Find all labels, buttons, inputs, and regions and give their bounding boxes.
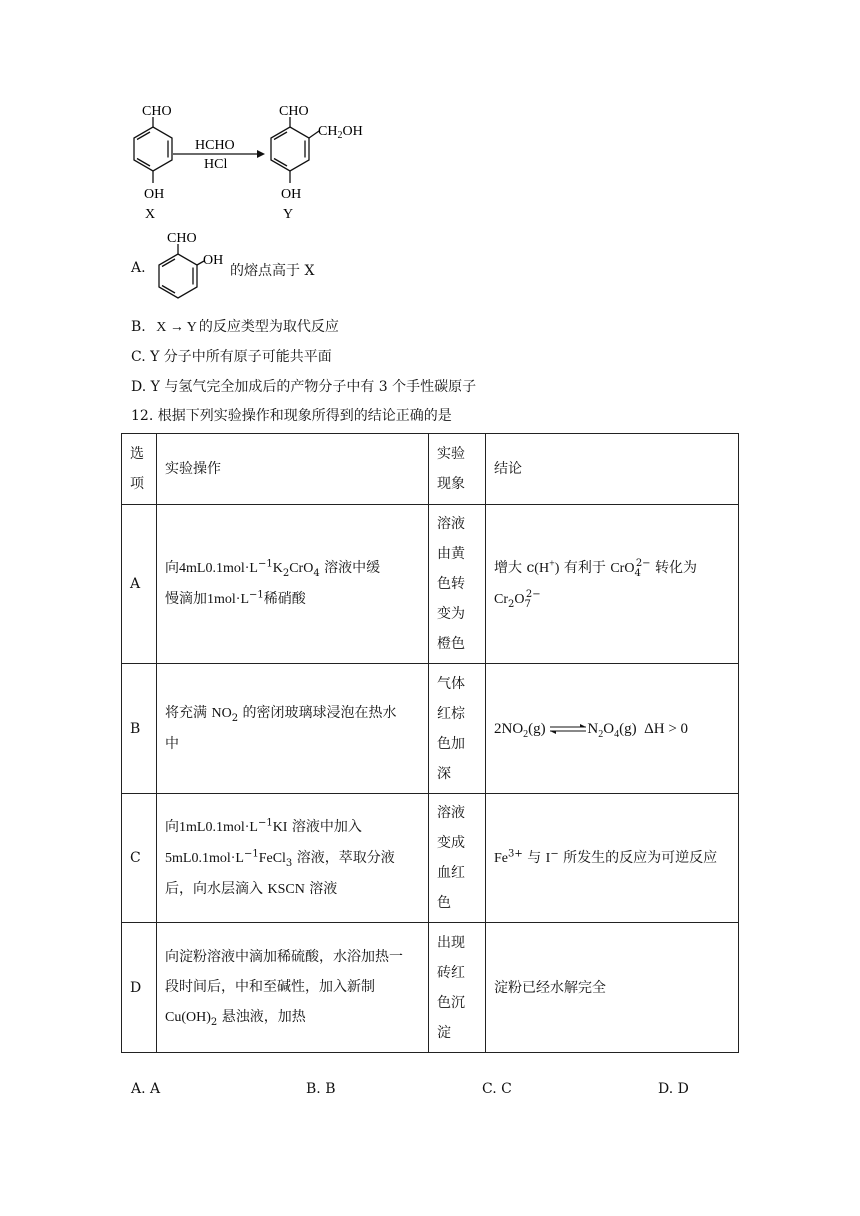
y-label: Y [283, 207, 294, 222]
row-phenomenon: 溶液由黄色转变为橙色 [429, 505, 486, 664]
reaction-scheme [125, 95, 385, 225]
y-ch2oh-label: $CH_2OH$ [318, 124, 363, 141]
row-phenomenon: 气体红棕色加深 [429, 664, 486, 794]
option-a-cho: CHO [167, 231, 197, 246]
header-operation: 实验操作 [157, 434, 429, 505]
row-operation: 向淀粉溶液中滴加稀硫酸，水浴加热一 段时间后，中和至碱性，加入新制 $Cu(OH)_2$ 悬浊液，加热 [157, 923, 429, 1053]
row-label: A [122, 505, 157, 664]
table-row [122, 794, 739, 923]
row-label: D [122, 923, 157, 1053]
option-a-prefix: A. [131, 260, 146, 276]
option-a-oh: OH [203, 253, 224, 268]
x-cho-label: CHO [142, 104, 172, 119]
question-12: 12. 根据下列实验操作和现象所得到的结论正确的是 [131, 408, 452, 424]
header-phenomenon: 实验现象 [429, 434, 486, 505]
row-operation: 将充满 $NO_2$ 的密闭玻璃球浸泡在热水 中 [157, 664, 429, 794]
table-row [122, 505, 739, 664]
x-oh-label: OH [144, 187, 165, 202]
x-label: X [145, 207, 156, 222]
answer-b: B. B [306, 1081, 336, 1097]
answer-a: A. A [131, 1081, 161, 1097]
benzene-ring-x [134, 117, 172, 183]
y-oh-label: OH [281, 187, 302, 202]
header-option: 选项 [122, 434, 157, 505]
row-conclusion: $Fe^{3+}$ 与 I− 所发生的反应为可逆反应 [486, 794, 739, 923]
row-conclusion: $2NO_2(g)$ $N_2O_4(g) \Delta H > 0$ [486, 664, 739, 794]
option-a-molecule [148, 225, 233, 305]
header-conclusion: 结论 [486, 434, 739, 505]
row-phenomenon: 出现砖红色沉淀 [429, 923, 486, 1053]
row-conclusion: 淀粉已经水解完全 [486, 923, 739, 1053]
table-header-row [122, 434, 739, 505]
table-row [122, 664, 739, 794]
row-phenomenon: 溶液变成血红色 [429, 794, 486, 923]
reagent-hcho: HCHO [195, 138, 235, 153]
benzene-ring-y [271, 117, 319, 183]
row-label: C [122, 794, 157, 923]
experiment-table [121, 433, 739, 1053]
row-conclusion: 增大 c(H+) 有利于 CrO$_4^{2-}$ 转化为 $Cr_2O_7^{2-}$ [486, 505, 739, 664]
table-row [122, 923, 739, 1053]
y-cho-label: CHO [279, 104, 309, 119]
equilibrium-arrow [549, 724, 587, 734]
option-a-text: 的熔点高于 X [230, 263, 315, 279]
row-operation: 向$1mL0.1mol\cdot L^{-1}KI$ 溶液中加入 $5mL0.1mol\cdot L^{-1}FeCl_3$ 溶液，萃取分液 后，向水层滴入 KSCN 溶液 [157, 794, 429, 923]
answer-d: D. D [658, 1081, 689, 1097]
row-label: B [122, 664, 157, 794]
row-operation: 向$4mL0.1mol\cdot L^{-1}K_2CrO_4$ 溶液中缓 慢滴加$1mol\cdot L^{-1}$稀硝酸 [157, 505, 429, 664]
option-d: D. Y 与氢气完全加成后的产物分子中有 3 个手性碳原子 [131, 379, 477, 395]
reagent-hcl: HCl [204, 157, 228, 172]
answer-c: C. C [482, 1081, 512, 1097]
option-c: C. Y 分子中所有原子可能共平面 [131, 349, 332, 365]
option-b: B. X → Y 的反应类型为取代反应 [131, 319, 339, 335]
